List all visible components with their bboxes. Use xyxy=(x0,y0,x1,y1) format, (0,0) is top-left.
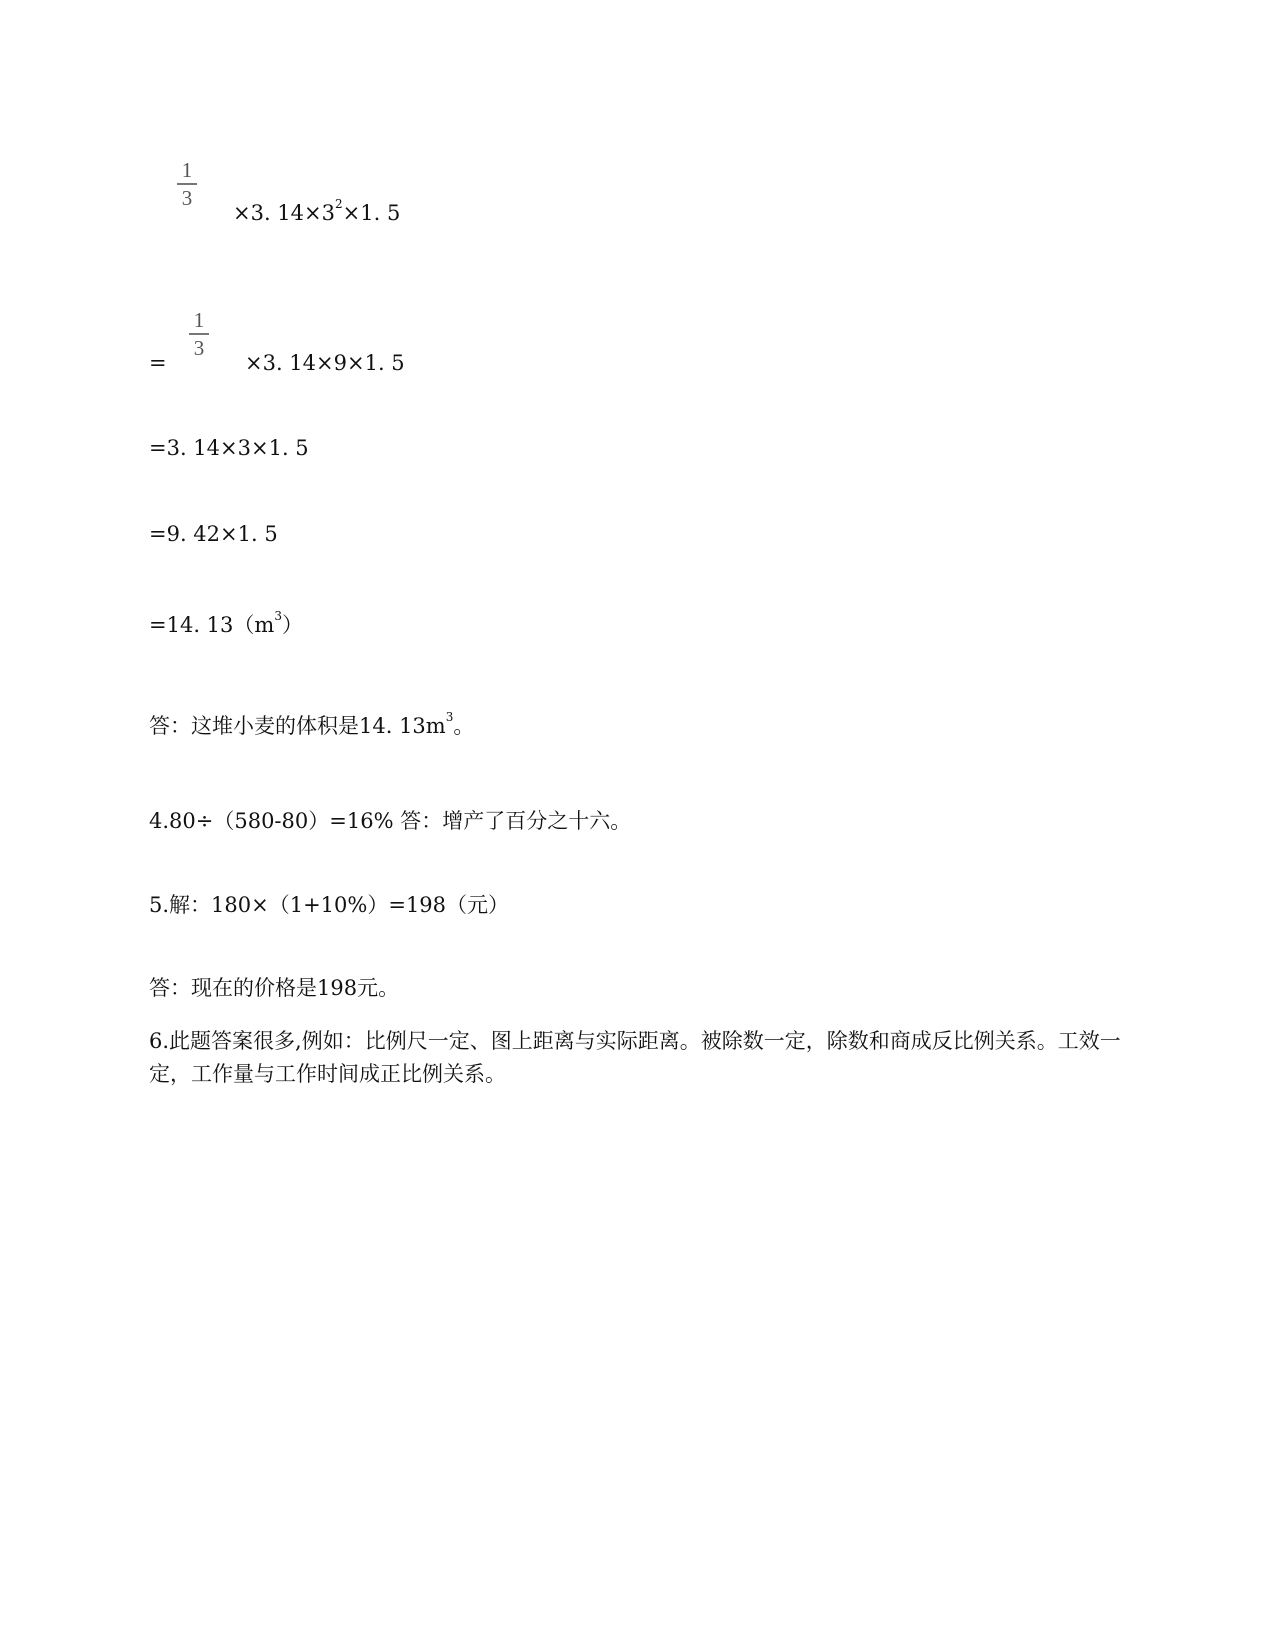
question-4: 4.80÷（580-80）=16% 答：增产了百分之十六。 xyxy=(149,809,632,833)
fraction-numerator: 1 xyxy=(181,158,193,182)
answer-q3-exponent: 3 xyxy=(445,710,454,724)
step3-expression: =3. 14×3×1. 5 xyxy=(149,436,309,460)
answer-q3-text: 答：这堆小麦的体积是14. 13m xyxy=(149,714,446,738)
fraction-numerator: 1 xyxy=(193,308,205,332)
step5-main: =14. 13（m xyxy=(149,613,275,637)
question-6: 6.此题答案很多,例如：比例尺一定、图上距离与实际距离。被除数一定，除数和商成反比例关系。工效一定，工作量与工作时间成正比例关系。 xyxy=(149,1029,1121,1086)
step1-expression xyxy=(233,199,400,227)
step5-expression xyxy=(149,611,303,639)
answer-q3-end: 。 xyxy=(453,714,475,738)
step2-equals: = xyxy=(149,351,167,375)
step5-close: ） xyxy=(281,613,303,637)
step2-expression: ×3. 14×9×1. 5 xyxy=(245,351,405,375)
step1-exponent: 2 xyxy=(335,197,343,211)
answer-q5: 答：现在的价格是198元。 xyxy=(149,976,400,1000)
step5-exponent: 3 xyxy=(274,609,282,623)
fraction-denominator: 3 xyxy=(193,336,205,360)
question-5: 5.解：180×（1+10%）=198（元） xyxy=(149,893,510,917)
fraction-one-third-2 xyxy=(188,310,210,359)
step4-expression: =9. 42×1. 5 xyxy=(149,522,278,546)
step1-expr-tail: ×1. 5 xyxy=(342,201,401,225)
step1-expr-main: ×3. 14×3 xyxy=(233,201,335,225)
fraction-one-third xyxy=(176,160,198,209)
fraction-denominator: 3 xyxy=(181,186,193,210)
answer-q3 xyxy=(149,712,474,740)
